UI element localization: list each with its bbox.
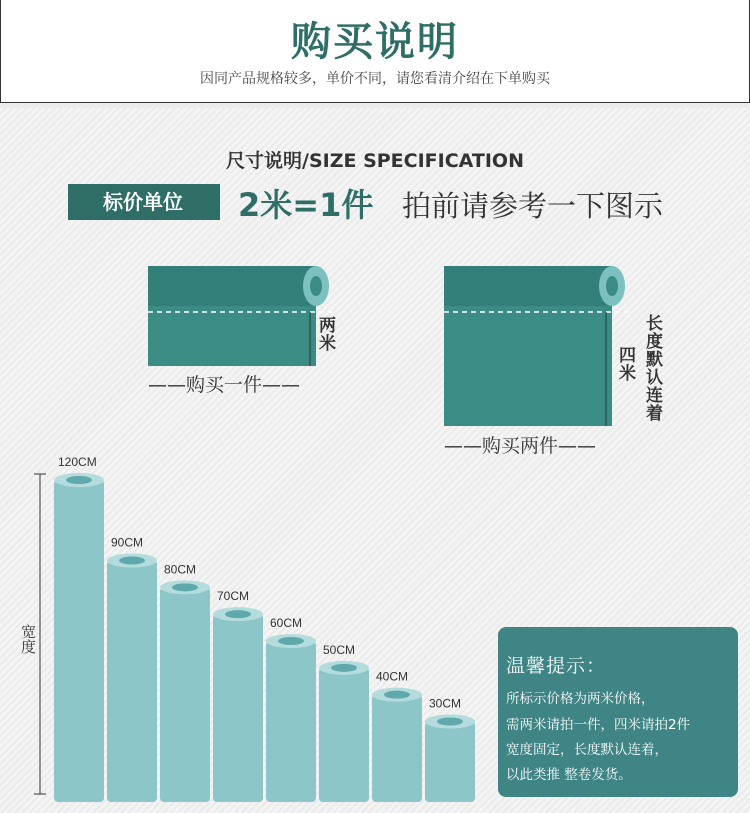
roll-bar <box>213 614 263 802</box>
roll-width-label: 70CM <box>217 589 250 604</box>
roll-bar-core <box>331 664 357 672</box>
width-chart <box>0 440 500 813</box>
header <box>0 0 750 103</box>
tip-line: 所标示价格为两米价格， <box>506 691 655 707</box>
length-continuous-note: 长度默认连着 <box>642 314 662 422</box>
roll-bar-core <box>278 637 304 645</box>
roll-width-label: 30CM <box>429 696 462 711</box>
tip-line: 以此类推 整卷发货。 <box>506 767 632 783</box>
reference-note: 拍前请参考一下图示 <box>402 189 664 223</box>
width-axis-label: 宽度 <box>19 624 37 654</box>
roll-top <box>444 266 612 306</box>
roll-bar <box>319 668 369 802</box>
roll-width-label: 120CM <box>58 455 97 469</box>
page-title: 购买说明 <box>291 19 459 65</box>
roll-bar-core <box>437 718 463 726</box>
roll-illustration-two <box>436 262 636 428</box>
tip-line: 需两米请拍一件，四米请拍2件 <box>506 717 691 733</box>
page-subtitle: 因同产品规格较多，单价不同，请您看清介绍在下单购买 <box>200 71 550 87</box>
roll-bar <box>372 695 422 802</box>
roll-bar <box>160 587 210 802</box>
roll-bar-core <box>384 691 410 699</box>
roll-bar-core <box>119 557 145 565</box>
roll-bar <box>266 641 316 802</box>
roll-bar-core <box>225 610 251 618</box>
roll-bar <box>107 561 157 803</box>
roll-bar-core <box>172 583 198 591</box>
tips-box <box>498 627 738 797</box>
roll-width-label: 50CM <box>323 642 356 657</box>
roll-width-label: 60CM <box>270 616 303 630</box>
roll-bar-core <box>66 476 92 484</box>
roll-top <box>148 266 316 306</box>
tips-title: 温馨提示： <box>506 655 607 677</box>
roll-width-label: 80CM <box>164 562 197 577</box>
price-unit-badge: 标价单位 <box>68 184 218 220</box>
roll-core <box>310 276 322 296</box>
roll-width-label: 90CM <box>111 535 144 550</box>
roll-width-label: 40CM <box>376 669 409 684</box>
price-rule: 2米=1件 <box>238 186 374 224</box>
length-label-two-meters: 两米 <box>315 316 335 352</box>
caption-buy-two: ——购买两件—— <box>444 435 597 457</box>
roll-bar <box>425 722 475 803</box>
roll-illustration-one <box>140 262 340 368</box>
section-title: 尺寸说明/SIZE SPECIFICATION <box>226 150 524 172</box>
caption-buy-one: ——购买一件—— <box>148 374 301 396</box>
tip-line: 宽度固定，长度默认连着， <box>506 742 668 758</box>
roll-bar <box>54 480 104 802</box>
length-label-four-meters: 四米 <box>615 346 635 382</box>
roll-core <box>606 276 618 296</box>
